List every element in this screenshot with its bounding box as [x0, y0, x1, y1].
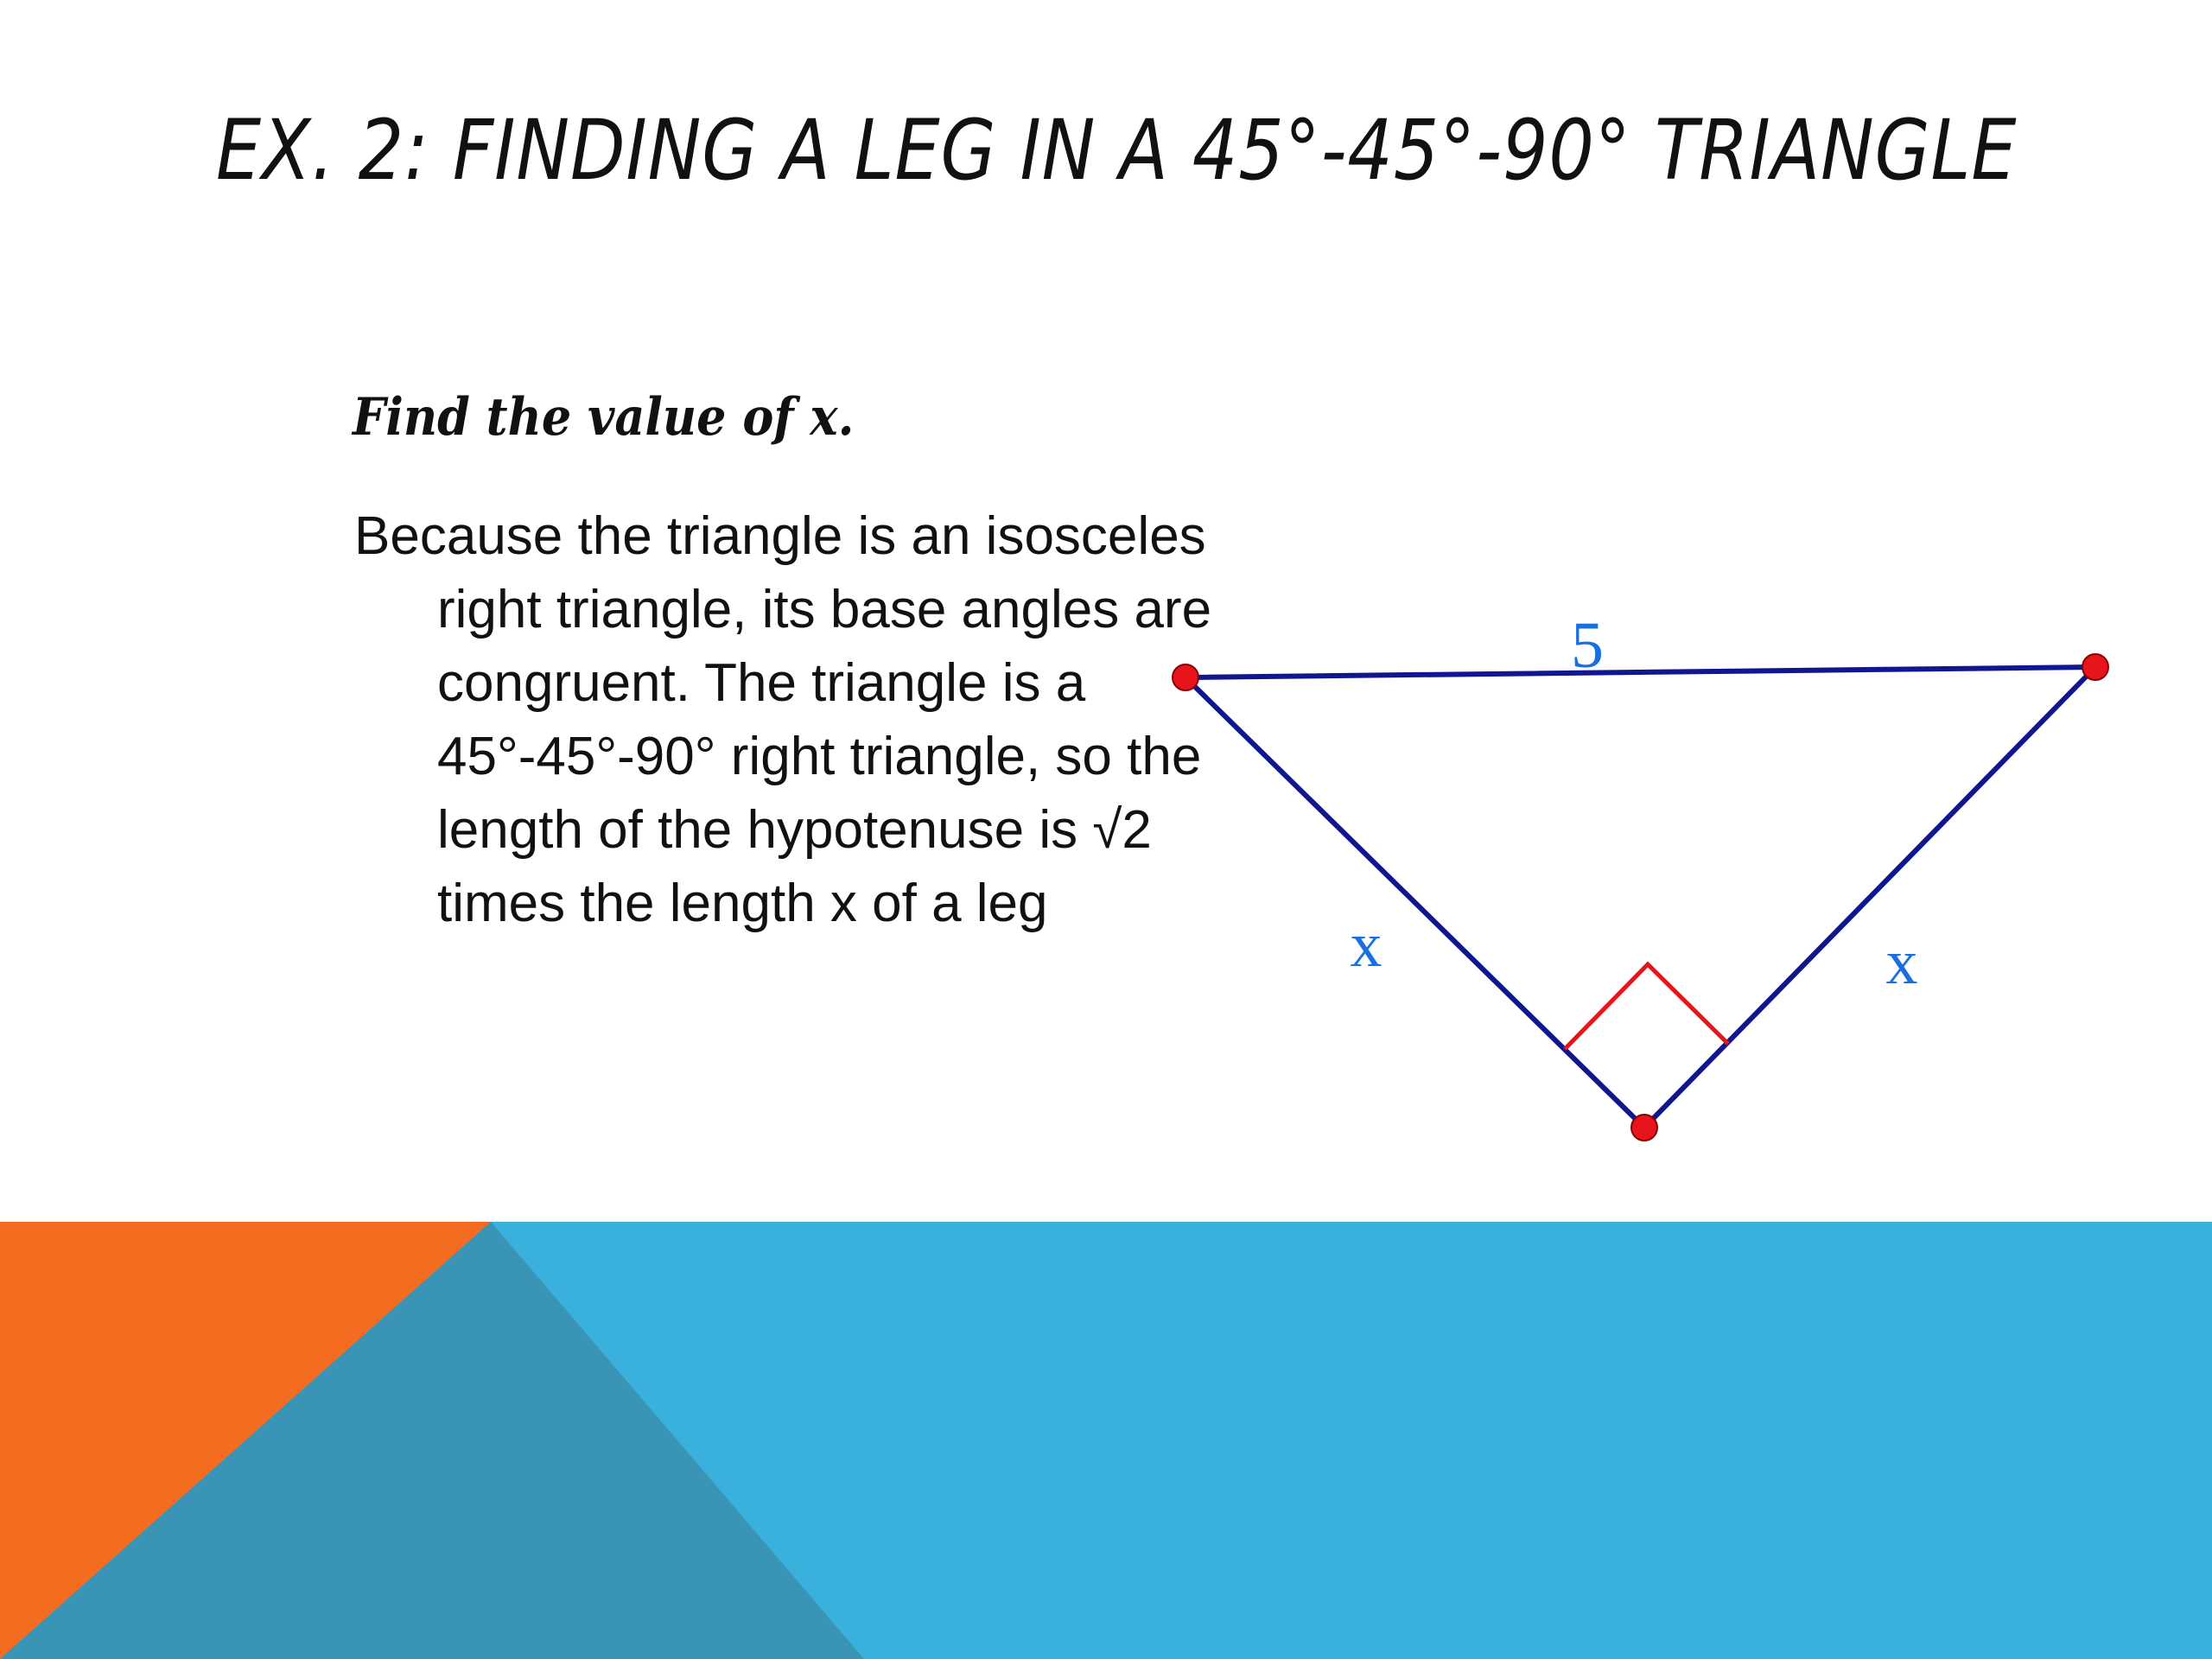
hypotenuse-label: 5	[1571, 609, 1604, 682]
right-leg-side	[1644, 667, 2095, 1128]
right-leg-label: x	[1885, 927, 1918, 998]
footer-decoration	[0, 1222, 2212, 1659]
slide-title: EX. 2: FINDING A LEG IN A 45°-45°-90° TRIANGLE	[216, 102, 2018, 199]
vertex-dot-bottom	[1631, 1115, 1657, 1141]
problem-prompt: Find the value of x.	[353, 387, 855, 448]
hypotenuse-side	[1185, 667, 2095, 677]
left-leg-side	[1185, 677, 1644, 1128]
vertex-dot-left	[1173, 664, 1198, 690]
right-angle-marker	[1565, 964, 1728, 1049]
left-leg-label: x	[1350, 910, 1382, 981]
vertex-dot-right	[2082, 654, 2108, 680]
explanation-text: Because the triangle is an isosceles right triangle, its base angles are congruent. The triangle is a 45°-45°-90° right triangle, so the length of the hypotenuse is √2 times the length x of a leg	[354, 506, 1212, 933]
